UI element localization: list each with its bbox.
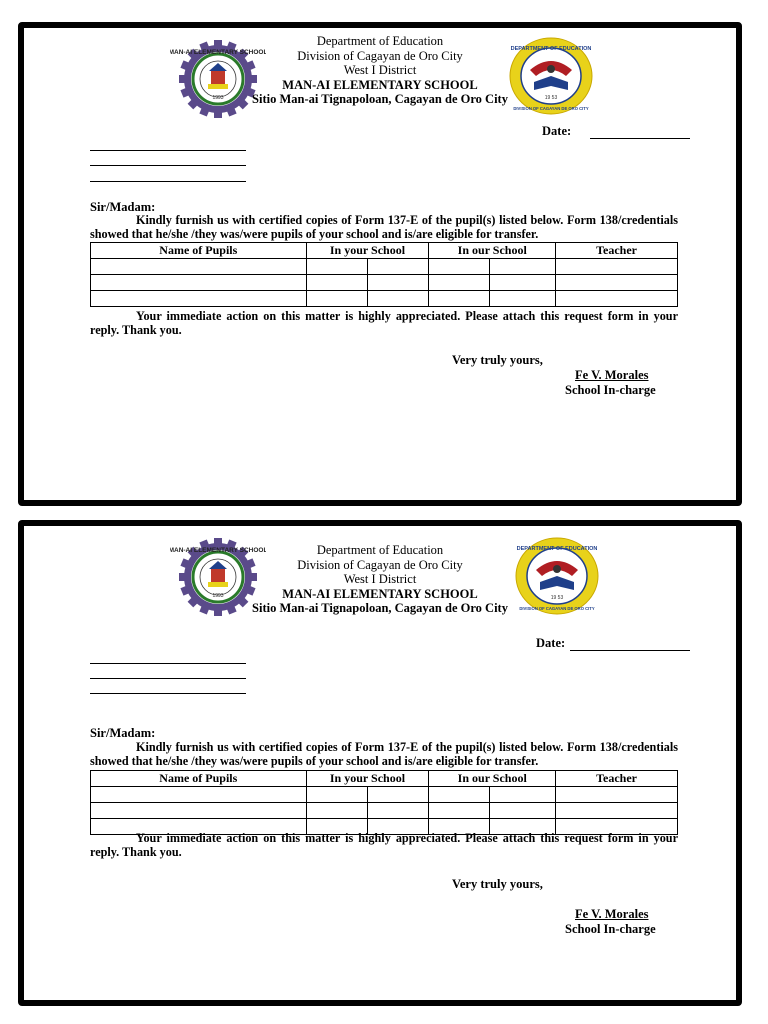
request-paragraph: Kindly furnish us with certified copies of Form 137-E of the pupil(s) listed below. Form 138/credentials showed that he/she /they was/were pupils of your school and is/are eligible for transfer.	[90, 213, 678, 241]
school-name: MAN-AI ELEMENTARY SCHOOL	[282, 586, 478, 601]
date-label: Date:	[542, 124, 572, 138]
recipient-line-3	[90, 181, 246, 182]
date-field-line	[570, 650, 690, 651]
request-form-2	[18, 520, 742, 1006]
district-line: West I District	[343, 572, 417, 586]
table-row	[91, 259, 678, 275]
svg-text:MAN-AI ELEMENTARY SCHOOL: MAN-AI ELEMENTARY SCHOOL	[170, 49, 266, 56]
signatory-title: School In-charge	[565, 383, 656, 397]
col-header-your-school: In your School	[306, 771, 429, 787]
svg-text:MAN-AI ELEMENTARY SCHOOL: MAN-AI ELEMENTARY SCHOOL	[170, 547, 266, 554]
district-line: West I District	[343, 63, 417, 77]
complimentary-close: Very truly yours,	[452, 877, 543, 891]
table-header-row	[91, 243, 678, 259]
recipient-line-1	[90, 150, 246, 151]
table-row	[91, 803, 678, 819]
recipient-line-1	[90, 663, 246, 664]
request-paragraph: Kindly furnish us with certified copies of Form 137-E of the pupil(s) listed below. Form 138/credentials showed that he/she /they was/were pupils of your school and is/are eligible for transfer.	[90, 740, 678, 768]
signatory-title: School In-charge	[565, 922, 656, 936]
col-header-teacher: Teacher	[556, 771, 678, 787]
svg-text:1993: 1993	[212, 95, 224, 101]
pupils-table	[90, 770, 678, 835]
department-line: Department of Education	[316, 543, 444, 557]
school-name: MAN-AI ELEMENTARY SCHOOL	[282, 77, 478, 92]
col-header-name: Name of Pupils	[91, 771, 307, 787]
svg-text:1993: 1993	[212, 593, 224, 599]
recipient-line-2	[90, 165, 246, 166]
col-header-your-school: In your School	[306, 243, 429, 259]
col-header-our-school: In our School	[429, 243, 556, 259]
date-field-line	[590, 138, 690, 139]
deped-seal	[514, 536, 600, 616]
date-label: Date:	[536, 636, 566, 650]
signatory-name: Fe V. Morales	[575, 368, 649, 382]
svg-text:DEPARTMENT OF EDUCATION: DEPARTMENT OF EDUCATION	[516, 546, 598, 552]
col-header-name: Name of Pupils	[91, 243, 307, 259]
complimentary-close: Very truly yours,	[452, 353, 543, 367]
svg-text:19 53: 19 53	[550, 595, 564, 601]
signatory-name: Fe V. Morales	[575, 907, 649, 921]
letterhead	[24, 34, 736, 107]
letterhead	[24, 543, 736, 616]
svg-text:DIVISION OF CAGAYAN DE ORO CIT: DIVISION OF CAGAYAN DE ORO CITY	[513, 106, 589, 111]
col-header-our-school: In our School	[429, 771, 556, 787]
school-address: Sitio Man-ai Tignapoloan, Cagayan de Oro City	[252, 92, 508, 106]
department-line: Department of Education	[316, 34, 444, 48]
request-form-1	[18, 22, 742, 506]
deped-seal	[508, 36, 594, 116]
svg-text:DEPARTMENT OF EDUCATION: DEPARTMENT OF EDUCATION	[510, 46, 592, 52]
closing-paragraph: Your immediate action on this matter is highly appreciated. Please attach this request form in your reply. Thank you.	[90, 309, 678, 337]
svg-text:19 53: 19 53	[544, 95, 558, 101]
table-row	[91, 275, 678, 291]
table-row	[91, 291, 678, 307]
salutation: Sir/Madam:	[90, 200, 156, 214]
svg-text:DIVISION OF CAGAYAN DE ORO CIT: DIVISION OF CAGAYAN DE ORO CITY	[519, 606, 595, 611]
col-header-teacher: Teacher	[556, 243, 678, 259]
salutation: Sir/Madam:	[90, 726, 156, 740]
pupils-table	[90, 242, 678, 307]
recipient-line-2	[90, 678, 246, 679]
table-header-row	[91, 771, 678, 787]
recipient-line-3	[90, 693, 246, 694]
table-row	[91, 787, 678, 803]
division-line: Division of Cagayan de Oro City	[297, 557, 463, 572]
closing-paragraph: Your immediate action on this matter is highly appreciated. Please attach this request form in your reply. Thank you.	[90, 831, 678, 859]
school-address: Sitio Man-ai Tignapoloan, Cagayan de Oro City	[252, 601, 508, 615]
division-line: Division of Cagayan de Oro City	[297, 48, 463, 63]
